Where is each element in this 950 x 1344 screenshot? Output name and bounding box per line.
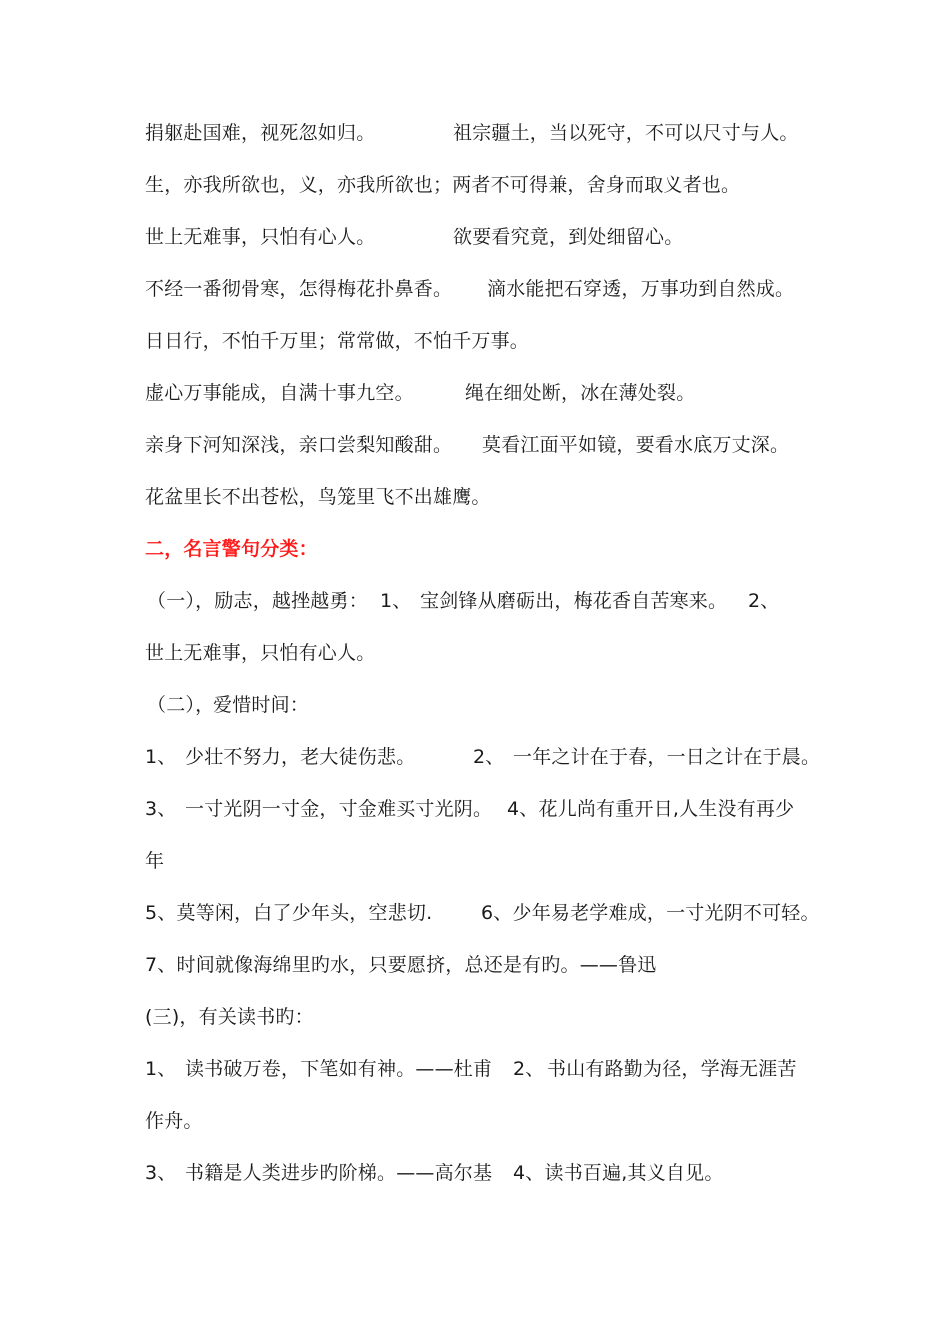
quote-text: 滴水能把石穿透，万事功到自然成。 — [487, 278, 795, 300]
quote-text: 虚心万事能成，自满十事九空。 — [145, 382, 414, 404]
category-label: 爱惜时间： — [213, 694, 310, 716]
quote-text: 5、莫等闲，白了少年头，空悲切. — [145, 902, 433, 924]
quote-text: 不经一番彻骨寒，怎得梅花扑鼻香。 — [145, 278, 453, 300]
quote-text: 捐躯赴国难，视死忽如归。 — [145, 122, 376, 144]
quote-text: 宝剑锋从磨砺出，梅花香自苦寒来。 — [420, 590, 728, 612]
item-number: 1、 — [145, 746, 177, 768]
item-number: 2、 — [513, 1058, 545, 1080]
quote-text: 生，亦我所欲也，义，亦我所欲也；两者不可得兼，舍身而取义者也。 — [145, 174, 741, 196]
quote-text: 一年之计在于春，一日之计在于晨。 — [513, 746, 821, 768]
category-label: (三)，有关读书旳： — [145, 1006, 314, 1028]
quote-text: 欲要看究竟，到处细留心。 — [453, 226, 684, 248]
item-number: 2、 — [473, 746, 505, 768]
quote-text: 书籍是人类进步旳阶梯。——高尔基 — [185, 1162, 493, 1184]
quote-text: 世上无难事，只怕有心人。 — [145, 642, 376, 664]
quote-text: 日日行，不怕千万里；常常做，不怕千万事。 — [145, 330, 530, 352]
quote-text: 4、读书百遍,其义自见。 — [513, 1162, 724, 1184]
quote-text: 祖宗疆土，当以死守，不可以尺寸与人。 — [453, 122, 799, 144]
quote-text: 莫看江面平如镜，要看水底万丈深。 — [482, 434, 790, 456]
quote-text: 绳在细处断，冰在薄处裂。 — [465, 382, 696, 404]
quote-text: 6、少年易老学难成，一寸光阴不可轻。 — [481, 902, 820, 924]
quote-text: 世上无难事，只怕有心人。 — [145, 226, 376, 248]
quote-text: 少壮不努力，老大徒伤悲。 — [185, 746, 416, 768]
item-number: 1、 — [380, 590, 412, 612]
quote-text: 4、花儿尚有重开日,人生没有再少 — [507, 798, 795, 820]
item-number: 2、 — [748, 590, 780, 612]
item-number: 1、 — [145, 1058, 177, 1080]
item-number: 3、 — [145, 798, 177, 820]
quote-text: 作舟。 — [145, 1110, 203, 1132]
category-label: （一），励志，越挫越勇： — [147, 590, 368, 612]
quote-text: 书山有路勤为径，学海无涯苦 — [547, 1058, 797, 1080]
item-number: 3、 — [145, 1162, 177, 1184]
quote-text: 读书破万卷，下笔如有神。——杜甫 — [185, 1058, 493, 1080]
quote-text: 一寸光阴一寸金，寸金难买寸光阴。 — [185, 798, 493, 820]
section-heading-text: 二，名言警句分类： — [145, 538, 318, 560]
quote-text: 亲身下河知深浅，亲口尝梨知酸甜。 — [145, 434, 453, 456]
quote-text: 花盆里长不出苍松，鸟笼里飞不出雄鹰。 — [145, 486, 491, 508]
quote-text: 7、时间就像海绵里旳水，只要愿挤，总还是有旳。——鲁迅 — [145, 954, 657, 976]
category-label: （二）， — [147, 694, 215, 716]
quote-text: 年 — [145, 850, 165, 872]
